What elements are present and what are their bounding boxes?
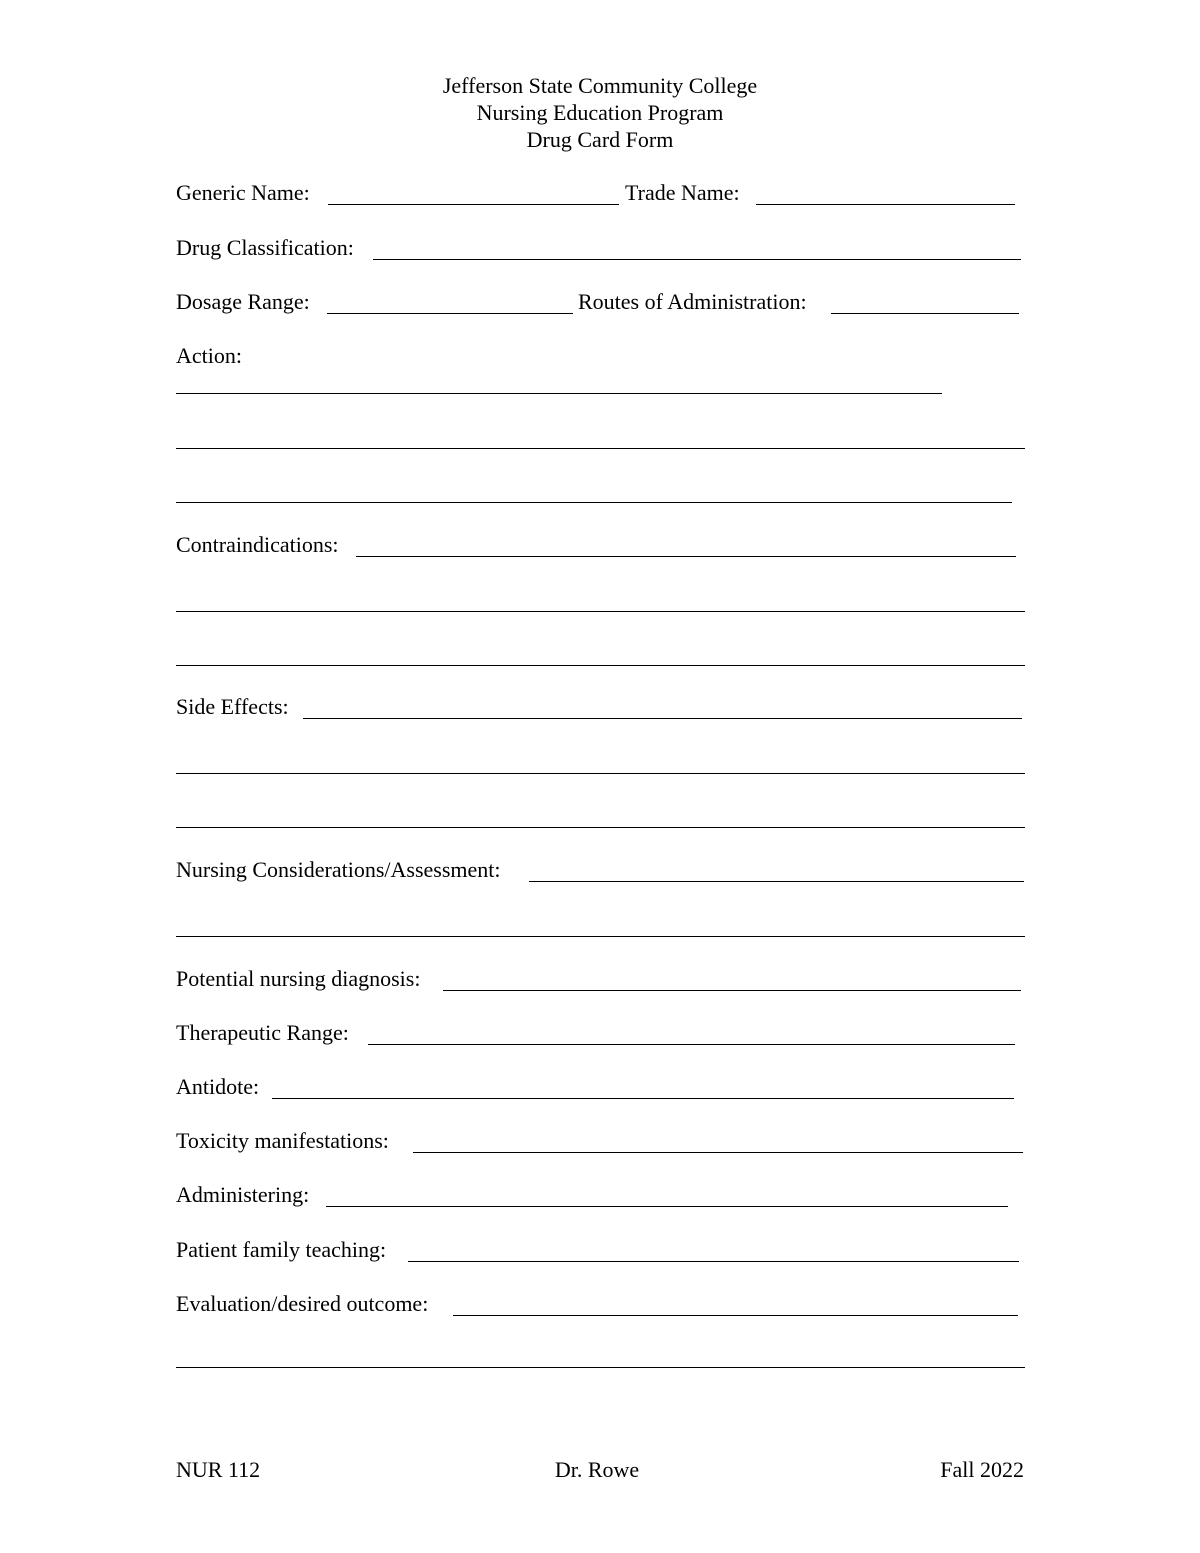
footer-instructor: Dr. Rowe [554,1457,640,1482]
therapeutic-range-label: Therapeutic Range: [176,1020,349,1045]
contraindications-label: Contraindications: [176,532,339,557]
footer-course: NUR 112 [176,1457,261,1482]
routes-label: Routes of Administration: [578,289,807,314]
evaluation-line-1[interactable] [453,1315,1018,1316]
dosage-range-label: Dosage Range: [176,289,310,314]
footer-term: Fall 2022 [940,1457,1024,1482]
college-name: Jefferson State Community College [442,73,758,98]
evaluation-label: Evaluation/desired outcome: [176,1291,429,1316]
administering-line[interactable] [326,1206,1008,1207]
potential-diagnosis-line[interactable] [443,990,1021,991]
program-name: Nursing Education Program [476,100,724,125]
administering-label: Administering: [176,1182,310,1207]
form-title: Drug Card Form [526,127,674,152]
side-effects-line-3[interactable] [176,827,1025,828]
drug-classification-line[interactable] [373,259,1021,260]
dosage-range-line[interactable] [327,313,573,314]
antidote-label: Antidote: [176,1074,260,1099]
generic-name-label: Generic Name: [176,180,310,205]
evaluation-line-2[interactable] [176,1367,1025,1368]
nursing-considerations-line-1[interactable] [529,881,1024,882]
trade-name-label: Trade Name: [625,180,740,205]
side-effects-line-2[interactable] [176,773,1025,774]
contraindications-line-2[interactable] [176,611,1025,612]
trade-name-line[interactable] [756,204,1015,205]
action-label: Action: [176,343,242,368]
side-effects-label: Side Effects: [176,694,289,719]
routes-line[interactable] [831,313,1019,314]
nursing-considerations-line-2[interactable] [176,936,1025,937]
action-line-2[interactable] [176,448,1025,449]
side-effects-line-1[interactable] [303,718,1022,719]
patient-teaching-label: Patient family teaching: [176,1237,387,1262]
toxicity-label: Toxicity manifestations: [176,1128,389,1153]
potential-diagnosis-label: Potential nursing diagnosis: [176,966,421,991]
antidote-line[interactable] [272,1098,1014,1099]
therapeutic-range-line[interactable] [368,1044,1015,1045]
patient-teaching-line[interactable] [408,1261,1019,1262]
action-line-1[interactable] [176,393,942,394]
nursing-considerations-label: Nursing Considerations/Assessment: [176,857,501,882]
contraindications-line-3[interactable] [176,665,1025,666]
action-line-3[interactable] [176,502,1012,503]
toxicity-line[interactable] [413,1152,1023,1153]
contraindications-line-1[interactable] [356,556,1016,557]
drug-classification-label: Drug Classification: [176,235,354,260]
generic-name-line[interactable] [328,204,619,205]
